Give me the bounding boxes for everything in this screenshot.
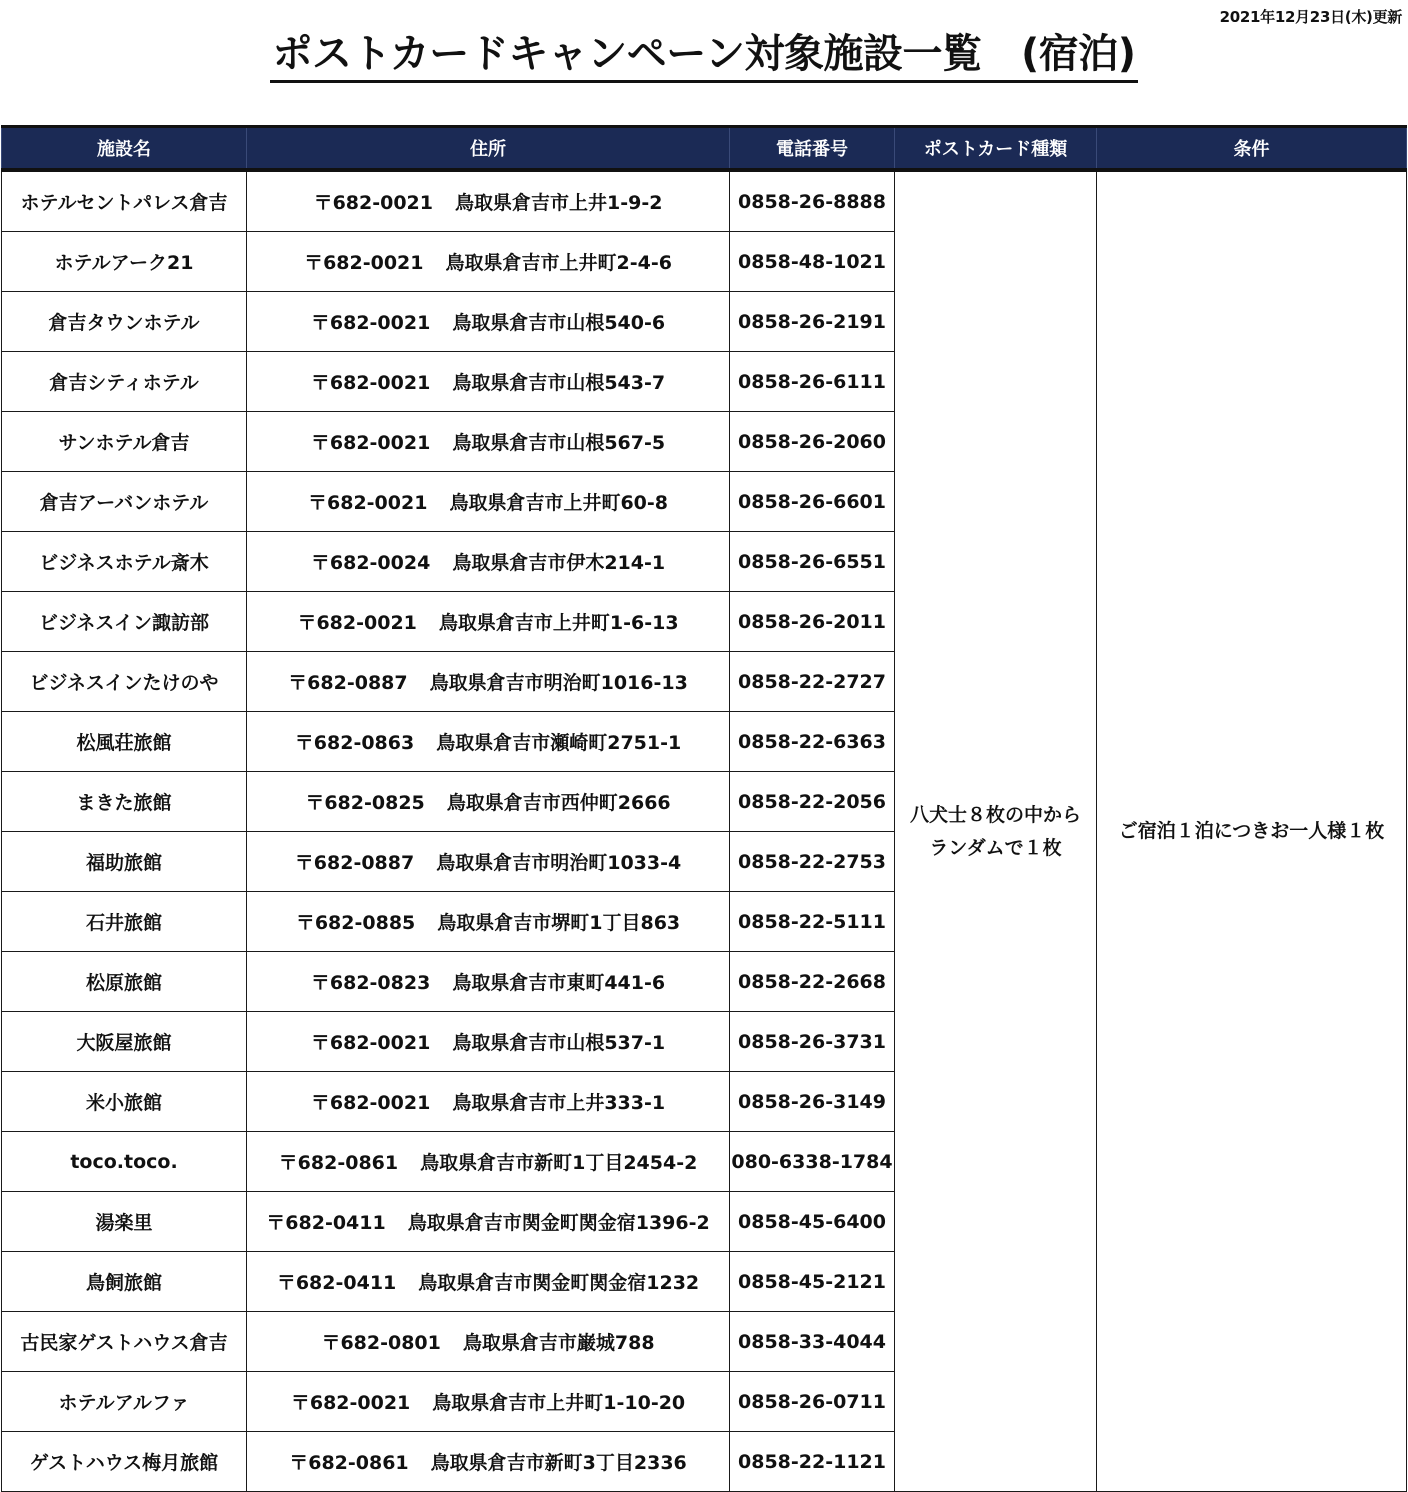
postcard-type-cell (895, 170, 1097, 1492)
facility-phone: 0858-48-1021 (730, 232, 895, 292)
street-address: 鳥取県倉吉市伊木214-1 (452, 552, 666, 574)
street-address: 鳥取県倉吉市上井町60-8 (449, 492, 668, 514)
updated-date: 2021年12月23日(木)更新 (1219, 8, 1402, 26)
street-address: 鳥取県倉吉市上井333-1 (452, 1092, 666, 1114)
street-address: 鳥取県倉吉市上井町1-6-13 (438, 612, 679, 634)
postal-code: 〒682-0021 (313, 192, 433, 214)
facility-address (247, 1312, 730, 1372)
facility-name: まきた旅館 (2, 772, 247, 832)
postal-code: 〒682-0825 (305, 792, 425, 814)
facility-address (247, 1252, 730, 1312)
facility-address (247, 1132, 730, 1192)
facility-address (247, 592, 730, 652)
condition-cell: ご宿泊１泊につきお一人様１枚 (1097, 170, 1407, 1492)
facility-address (247, 472, 730, 532)
postal-code: 〒682-0021 (310, 1092, 431, 1114)
facility-name: 松原旅館 (2, 952, 247, 1012)
facility-address (247, 170, 730, 232)
street-address: 鳥取県倉吉市上井1-9-2 (455, 192, 663, 214)
column-header-condition: 条件 (1097, 127, 1407, 171)
postal-code: 〒682-0021 (310, 1032, 431, 1054)
facility-phone: 0858-26-8888 (730, 170, 895, 232)
postal-code: 〒682-0885 (295, 912, 416, 934)
facility-name: サンホテル倉吉 (2, 412, 247, 472)
postal-code: 〒682-0021 (310, 372, 431, 394)
column-header-phone: 電話番号 (730, 127, 895, 171)
postal-code: 〒682-0021 (310, 432, 431, 454)
postal-code: 〒682-0021 (308, 492, 428, 514)
facility-phone: 0858-26-0711 (730, 1372, 895, 1432)
facility-name: ビジネスイン諏訪部 (2, 592, 247, 652)
facility-address (247, 1072, 730, 1132)
postal-code: 〒682-0021 (304, 252, 424, 274)
street-address: 鳥取県倉吉市関金町関金宿1396-2 (407, 1212, 710, 1234)
title-wrapper (0, 28, 1408, 83)
facility-name: 倉吉シティホテル (2, 352, 247, 412)
facility-phone: 0858-22-5111 (730, 892, 895, 952)
facility-address (247, 832, 730, 892)
facility-name: 鳥飼旅館 (2, 1252, 247, 1312)
facility-name: ホテルセントパレス倉吉 (2, 170, 247, 232)
facility-address (247, 1372, 730, 1432)
facility-address (247, 772, 730, 832)
street-address: 鳥取県倉吉市堺町1丁目863 (437, 912, 681, 934)
street-address: 鳥取県倉吉市東町441-6 (452, 972, 666, 994)
facility-name: 湯楽里 (2, 1192, 247, 1252)
facility-name: toco.toco. (2, 1132, 247, 1192)
facility-address (247, 352, 730, 412)
facility-phone: 0858-45-6400 (730, 1192, 895, 1252)
table-body (2, 170, 1407, 1492)
facility-phone: 0858-22-1121 (730, 1432, 895, 1492)
facility-name: 倉吉アーバンホテル (2, 472, 247, 532)
facility-address (247, 1012, 730, 1072)
facility-address (247, 952, 730, 1012)
street-address: 鳥取県倉吉市明治町1033-4 (436, 852, 682, 874)
street-address: 鳥取県倉吉市明治町1016-13 (429, 672, 688, 694)
facility-name: 倉吉タウンホテル (2, 292, 247, 352)
postcard-type-line2: ランダムで１枚 (929, 836, 1062, 859)
street-address: 鳥取県倉吉市新町1丁目2454-2 (420, 1152, 698, 1174)
column-header-name: 施設名 (2, 127, 247, 171)
postal-code: 〒682-0411 (266, 1212, 386, 1234)
postal-code: 〒682-0887 (288, 672, 408, 694)
facility-name: ゲストハウス梅月旅館 (2, 1432, 247, 1492)
postal-code: 〒682-0021 (290, 1392, 411, 1414)
table-header-row (2, 127, 1407, 171)
facility-name: 米小旅館 (2, 1072, 247, 1132)
column-header-postcard: ポストカード種類 (895, 127, 1097, 171)
page-title: ポストカードキャンペーン対象施設一覧 (宿泊) (270, 28, 1137, 83)
facility-address (247, 412, 730, 472)
facility-address (247, 292, 730, 352)
facility-address (247, 532, 730, 592)
column-header-address: 住所 (247, 127, 730, 171)
postal-code: 〒682-0863 (294, 732, 415, 754)
postal-code: 〒682-0823 (310, 972, 431, 994)
postal-code: 〒682-0021 (297, 612, 417, 634)
postcard-type-line1: 八犬士８枚の中から (909, 803, 1081, 826)
street-address: 鳥取県倉吉市巌城788 (462, 1332, 655, 1354)
street-address: 鳥取県倉吉市上井町1-10-20 (432, 1392, 686, 1414)
facility-phone: 0858-26-6111 (730, 352, 895, 412)
facility-phone: 0858-26-2011 (730, 592, 895, 652)
facility-phone: 0858-26-2191 (730, 292, 895, 352)
facility-phone: 0858-26-6551 (730, 532, 895, 592)
facility-address (247, 1432, 730, 1492)
facility-address (247, 232, 730, 292)
postal-code: 〒682-0411 (276, 1272, 397, 1294)
facility-address (247, 712, 730, 772)
street-address: 鳥取県倉吉市山根567-5 (452, 432, 666, 454)
postal-code: 〒682-0024 (310, 552, 431, 574)
facility-phone: 0858-22-2056 (730, 772, 895, 832)
facility-phone: 0858-22-2753 (730, 832, 895, 892)
facility-phone: 0858-26-3731 (730, 1012, 895, 1072)
facility-phone: 0858-45-2121 (730, 1252, 895, 1312)
street-address: 鳥取県倉吉市山根543-7 (452, 372, 666, 394)
street-address: 鳥取県倉吉市山根540-6 (452, 312, 666, 334)
street-address: 鳥取県倉吉市瀬崎町2751-1 (436, 732, 682, 754)
facility-phone: 0858-26-2060 (730, 412, 895, 472)
street-address: 鳥取県倉吉市新町3丁目2336 (430, 1452, 687, 1474)
facility-address (247, 1192, 730, 1252)
facility-name: 古民家ゲストハウス倉吉 (2, 1312, 247, 1372)
facility-address (247, 652, 730, 712)
facility-phone: 0858-22-2668 (730, 952, 895, 1012)
facility-name: ビジネスインたけのや (2, 652, 247, 712)
facility-table (1, 125, 1407, 1492)
facility-phone: 0858-26-6601 (730, 472, 895, 532)
table-row (2, 170, 1407, 232)
facility-phone: 0858-22-6363 (730, 712, 895, 772)
postal-code: 〒682-0887 (294, 852, 415, 874)
facility-name: 松風荘旅館 (2, 712, 247, 772)
facility-name: ホテルアルファ (2, 1372, 247, 1432)
street-address: 鳥取県倉吉市上井町2-4-6 (445, 252, 672, 274)
facility-name: ビジネスホテル斎木 (2, 532, 247, 592)
facility-phone: 0858-22-2727 (730, 652, 895, 712)
postal-code: 〒682-0861 (289, 1452, 409, 1474)
facility-phone: 080-6338-1784 (730, 1132, 895, 1192)
facility-phone: 0858-26-3149 (730, 1072, 895, 1132)
postal-code: 〒682-0801 (321, 1332, 441, 1354)
facility-name: 大阪屋旅館 (2, 1012, 247, 1072)
facility-address (247, 892, 730, 952)
postal-code: 〒682-0021 (310, 312, 431, 334)
street-address: 鳥取県倉吉市山根537-1 (452, 1032, 666, 1054)
postal-code: 〒682-0861 (278, 1152, 399, 1174)
street-address: 鳥取県倉吉市西仲町2666 (446, 792, 671, 814)
facility-name: 福助旅館 (2, 832, 247, 892)
facility-name: 石井旅館 (2, 892, 247, 952)
street-address: 鳥取県倉吉市関金町関金宿1232 (418, 1272, 700, 1294)
facility-name: ホテルアーク21 (2, 232, 247, 292)
facility-phone: 0858-33-4044 (730, 1312, 895, 1372)
